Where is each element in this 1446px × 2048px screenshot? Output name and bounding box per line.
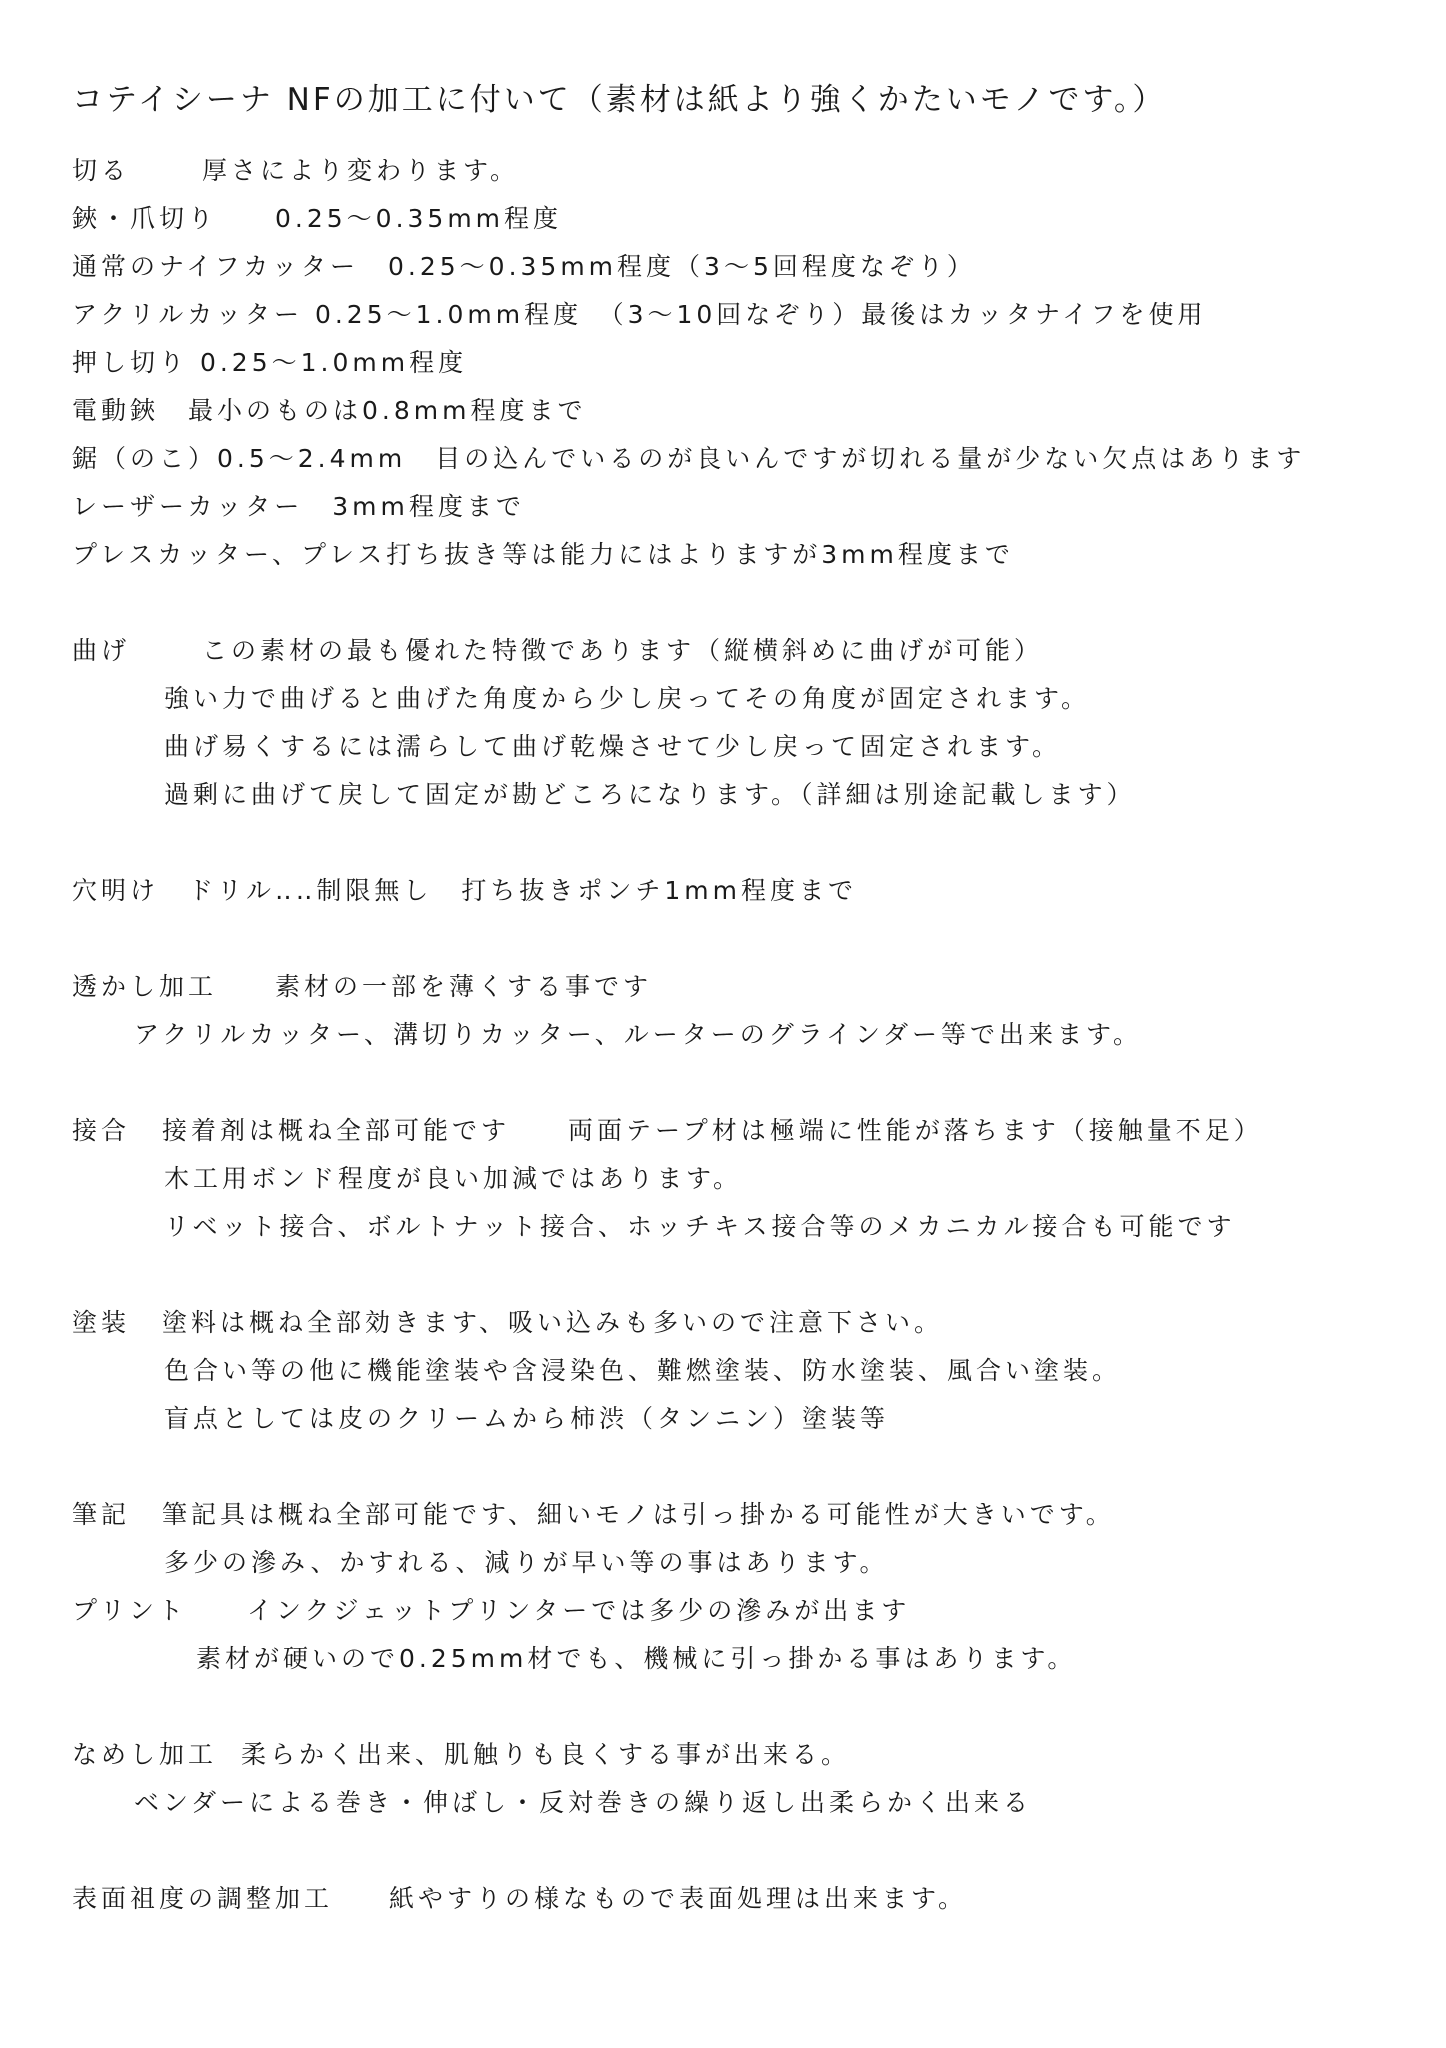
cutting-line: 鋸（のこ）0.5～2.4mm 目の込んでいるのが良いんですが切れる量が少ない欠点はあります xyxy=(72,444,1306,473)
bending-heading-line xyxy=(72,636,1043,666)
bending-desc: この素材の最も優れた特徴であります（縦横斜めに曲げが可能） xyxy=(202,636,1044,665)
cutting-heading-line xyxy=(72,156,519,186)
writing-desc: 筆記具は概ね全部可能です、細いモノは引っ掛かる可能性が大きいです。 xyxy=(162,1500,1115,1529)
surface-heading-line xyxy=(72,1884,967,1914)
smoothing-head: なめし加工 xyxy=(72,1740,218,1769)
cutting-line: 通常のナイフカッター 0.25～0.35mm程度（3～5回程度なぞり） xyxy=(72,252,976,281)
bending-line: 過剰に曲げて戻して固定が勘どころになります。（詳細は別途記載します） xyxy=(164,780,1136,809)
painting-line: 色合い等の他に機能塗装や含浸染色、難燃塗装、防水塗装、風合い塗装。 xyxy=(164,1356,1122,1385)
writing-head: 筆記 xyxy=(72,1500,131,1529)
painting-line: 盲点としては皮のクリームから柿渋（タンニン）塗装等 xyxy=(164,1404,890,1433)
bending-line: 強い力で曲げると曲げた角度から少し戻ってその角度が固定されます。 xyxy=(164,684,1091,713)
cutting-line: アクリルカッター 0.25～1.0mm程度 （3～10回なぞり）最後はカッタナイフを使用 xyxy=(72,300,1207,329)
smoothing-line: ベンダーによる巻き・伸ばし・反対巻きの繰り返し出柔らかく出来る xyxy=(134,1788,1033,1817)
cutting-line: 電動鋏 最小のものは0.8mm程度まで xyxy=(72,396,587,425)
printing-head: プリント xyxy=(72,1596,188,1625)
joining-line: リベット接合、ボルトナット接合、ホッチキス接合等のメカニカル接合も可能です xyxy=(164,1212,1236,1241)
cutting-head: 切る xyxy=(72,156,131,185)
surface-head: 表面祖度の調整加工 xyxy=(72,1884,334,1913)
joining-desc: 接着剤は概ね全部可能です 両面テープ材は極端に性能が落ちます（接触量不足） xyxy=(162,1116,1263,1145)
printing-heading-line xyxy=(72,1596,910,1626)
thinning-head: 透かし加工 xyxy=(72,972,218,1001)
thinning-heading-line xyxy=(72,972,652,1002)
thinning-line: アクリルカッター、溝切りカッター、ルーターのグラインダー等で出来ます。 xyxy=(134,1020,1143,1049)
cutting-line: 押し切り 0.25～1.0mm程度 xyxy=(72,348,468,377)
writing-line: 多少の滲み、かすれる、減りが早い等の事はあります。 xyxy=(164,1548,889,1577)
painting-desc: 塗料は概ね全部効きます、吸い込みも多いので注意下さい。 xyxy=(162,1308,944,1337)
joining-heading-line xyxy=(72,1116,1263,1146)
cutting-line: プレスカッター、プレス打ち抜き等は能力にはよりますが3mm程度まで xyxy=(72,540,1014,569)
cutting-line: 鋏・爪切り 0.25～0.35mm程度 xyxy=(72,204,563,233)
printing-line: 素材が硬いので0.25mm材でも、機械に引っ掛かる事はあります。 xyxy=(196,1644,1077,1673)
bending-head: 曲げ xyxy=(72,636,131,665)
thinning-desc: 素材の一部を薄くする事です xyxy=(275,972,653,1001)
joining-line: 木工用ボンド程度が良い加減ではあります。 xyxy=(164,1164,743,1193)
page-title: コテイシーナ NFの加工に付いて（素材は紙より強くかたいモノです。） xyxy=(72,82,1167,118)
smoothing-heading-line xyxy=(72,1740,850,1770)
surface-desc: 紙やすりの様なもので表面処理は出来ます。 xyxy=(389,1884,968,1913)
cutting-line: レーザーカッター 3mm程度まで xyxy=(72,492,525,521)
printing-desc: インクジェットプリンターでは多少の滲みが出ます xyxy=(247,1596,911,1625)
smoothing-desc: 柔らかく出来、肌触りも良くする事が出来る。 xyxy=(241,1740,851,1769)
writing-heading-line xyxy=(72,1500,1115,1530)
painting-head: 塗装 xyxy=(72,1308,131,1337)
painting-heading-line xyxy=(72,1308,943,1338)
cutting-desc: 厚さにより変わります。 xyxy=(202,156,520,185)
bending-line: 曲げ易くするには濡らして曲げ乾燥させて少し戻って固定されます。 xyxy=(164,732,1062,761)
drilling-line: 穴明け ドリル‥‥制限無し 打ち抜きポンチ1mm程度まで xyxy=(72,876,857,905)
joining-head: 接合 xyxy=(72,1116,131,1145)
